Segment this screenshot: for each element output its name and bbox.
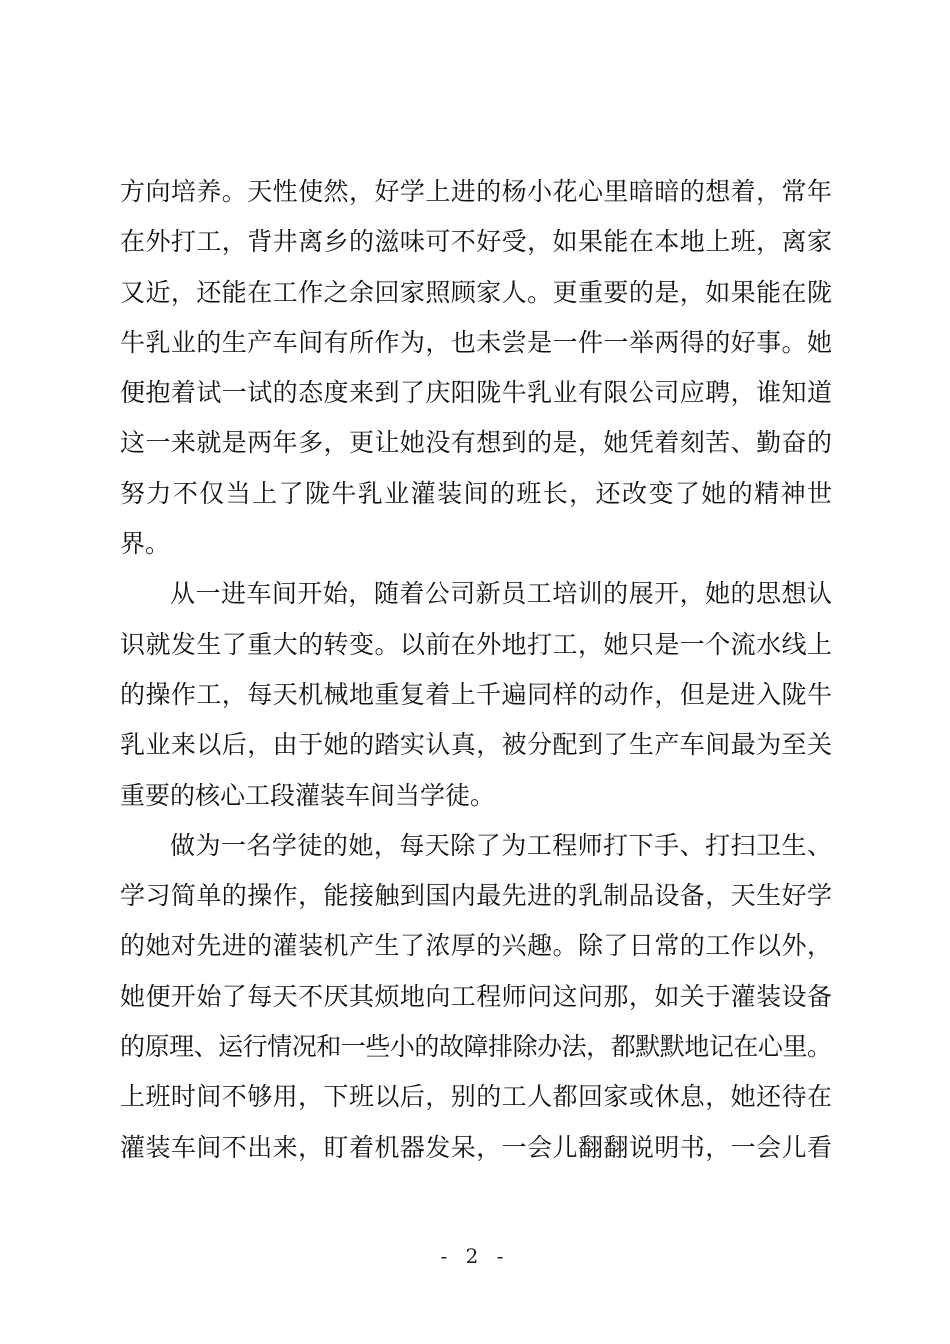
document-body [120, 167, 832, 1173]
text-line: 这一来就是两年多，更让她没有想到的是，她凭着刻苦、勤奋的 [120, 428, 833, 458]
text-line: 又近，还能在工作之余回家照顾家人。更重要的是，如果能在陇 [120, 277, 833, 307]
text-line: 努力不仅当上了陇牛乳业灌装间的班长，还改变了她的精神世 [120, 478, 834, 508]
text-line: 重要的核心工段灌装车间当学徒。 [120, 780, 496, 810]
text-line: 的原理、运行情况和一些小的故障排除办法，都默默地记在心里。 [120, 1032, 832, 1062]
paragraph-start-line: 做为一名学徒的她，每天除了为工程师打下手、打扫卫生、 [170, 830, 833, 860]
text-line: 便抱着试一试的态度来到了庆阳陇牛乳业有限公司应聘，谁知道 [120, 378, 833, 408]
text-line: 识就发生了重大的转变。以前在外地打工，她只是一个流水线上 [120, 629, 833, 659]
text-line: 界。 [120, 529, 171, 559]
text-line: 上班时间不够用，下班以后，别的工人都回家或休息，她还待在 [120, 1082, 833, 1112]
paragraph-start-line: 从一进车间开始，随着公司新员工培训的展开，她的思想认 [170, 579, 833, 609]
text-line: 的她对先进的灌装机产生了浓厚的兴趣。除了日常的工作以外， [120, 931, 833, 961]
page-number: - 2 - [440, 1244, 510, 1268]
text-line: 学习简单的操作，能接触到国内最先进的乳制品设备，天生好学 [120, 881, 833, 911]
text-line: 方向培养。天性使然，好学上进的杨小花心里暗暗的想着，常年 [120, 177, 833, 206]
text-line: 灌装车间不出来，盯着机器发呆，一会儿翻翻说明书，一会儿看 [120, 1132, 833, 1162]
text-line: 她便开始了每天不厌其烦地向工程师问这问那，如关于灌装设备 [120, 981, 833, 1011]
text-line: 的操作工，每天机械地重复着上千遍同样的动作，但是进入陇牛 [120, 679, 833, 709]
text-line: 牛乳业的生产车间有所作为，也未尝是一件一举两得的好事。她 [120, 327, 833, 357]
text-line: 乳业来以后，由于她的踏实认真，被分配到了生产车间最为至关 [120, 730, 833, 760]
text-line: 在外打工，背井离乡的滋味可不好受，如果能在本地上班，离家 [120, 227, 833, 257]
